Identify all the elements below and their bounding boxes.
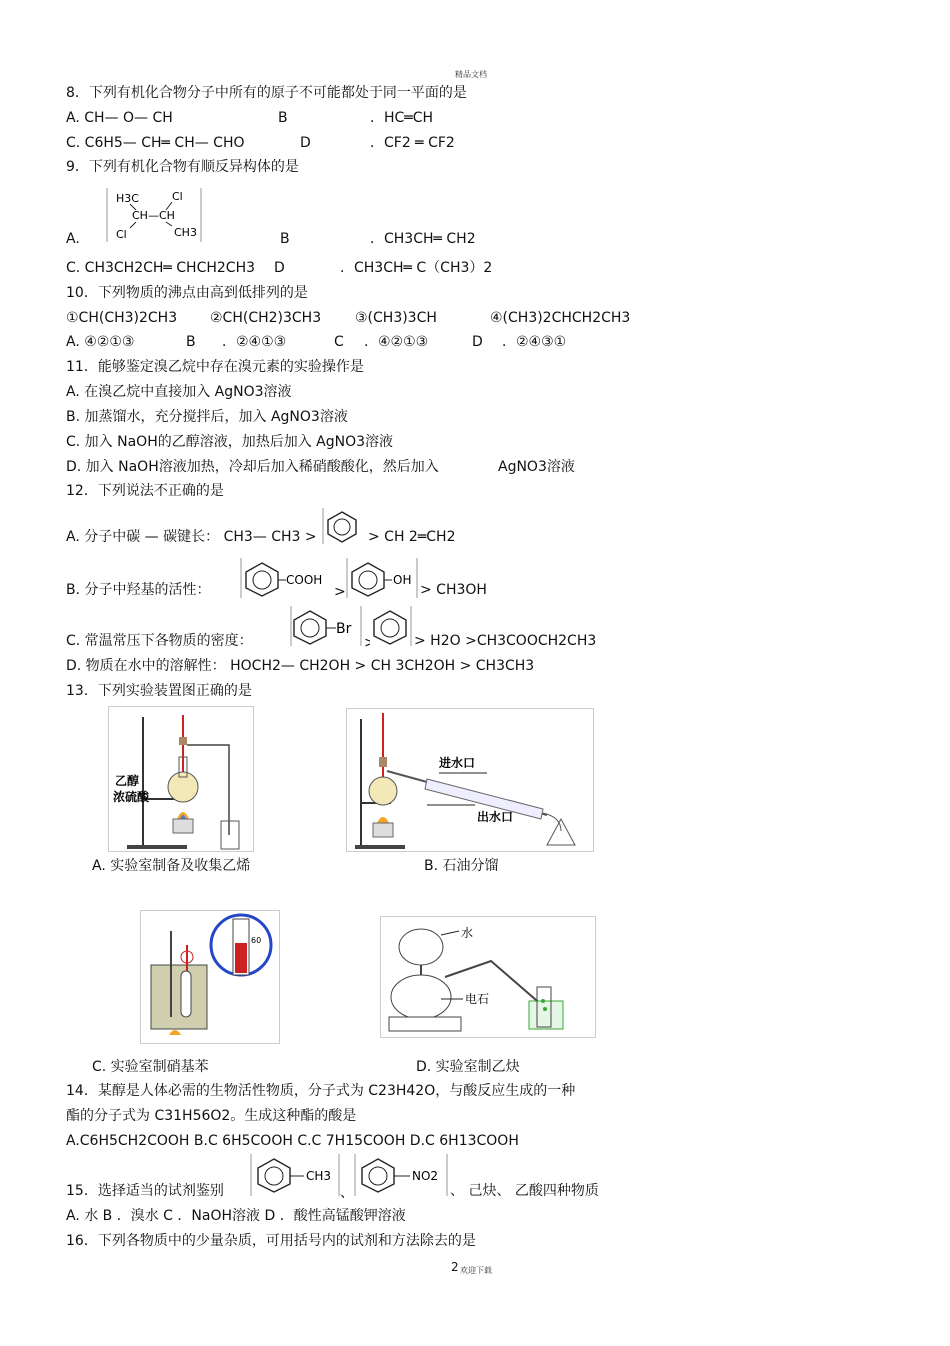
q8-option-d-letter: D — [300, 135, 311, 151]
apparatus-d-water: 水 — [461, 926, 474, 940]
q9-option-b: ．CH3CH═ CH2 — [370, 231, 476, 247]
apparatus-b-image — [346, 708, 594, 852]
q12-option-b: B. 分子中羟基的活性： — [66, 582, 211, 598]
benzene-ring-image — [322, 508, 362, 544]
q15-rest: 、 己炔、 乙酸四种物质 — [450, 1183, 599, 1199]
q11-option-d: D. 加入 NaOH溶液加热，冷却后加入稀硝酸酸化，然后加入 — [66, 459, 439, 475]
page-header: 精品文档 — [455, 70, 487, 79]
q12-option-c-gt: > — [364, 635, 376, 651]
q10-item-3: ③(CH3)3CH — [355, 310, 437, 326]
q13-caption-d: D. 实验室制乙炔 — [416, 1059, 520, 1075]
q9-option-c: C. CH3CH2CH═ CHCH2CH3 — [66, 260, 255, 276]
toluene-image — [250, 1154, 340, 1196]
question-9: 9．下列有机化合物有顺反异构体的是 — [66, 159, 299, 175]
nitrobenzene-image — [354, 1154, 448, 1196]
question-15: 15．选择适当的试剂鉴别 — [66, 1183, 224, 1199]
q10-option-a: A. ④②①③ — [66, 334, 135, 350]
q9-option-d-letter: D — [274, 260, 285, 276]
q10-option-b: ．②④①③ — [222, 334, 287, 350]
q9-option-b-letter: B — [280, 231, 290, 247]
q9-option-a: A. — [66, 231, 80, 247]
q8-option-b-letter: B — [278, 110, 288, 126]
question-10: 10．下列物质的沸点由高到低排列的是 — [66, 285, 308, 301]
q13-caption-b: B. 石油分馏 — [424, 858, 499, 874]
q9-ch-ch: CH—CH — [132, 209, 175, 222]
apparatus-d-carbide: 电石 — [465, 992, 490, 1006]
q10-option-d-letter: D — [472, 334, 483, 350]
apparatus-c-scale: 60 — [251, 936, 262, 945]
q11-option-b: B. 加蒸馏水，充分搅拌后，加入 AgNO3溶液 — [66, 409, 348, 425]
apparatus-a-acid: 浓硫酸 — [113, 790, 150, 804]
oh-label: OH — [393, 573, 412, 587]
q10-option-c-letter: C — [334, 334, 344, 350]
question-16: 16．下列各物质中的少量杂质，可用括号内的试剂和方法除去的是 — [66, 1233, 476, 1249]
bromobenzene-image — [290, 606, 362, 646]
q12-option-b-gt: > — [334, 584, 346, 600]
q8-option-b: ．HC═CH — [370, 110, 434, 126]
q12-option-d: D. 物质在水中的溶解性： HOCH2— CH2OH > CH 3CH2OH > CH3CH3 — [66, 658, 535, 674]
q9-option-d: ．CH3CH═ C（CH3）2 — [340, 260, 493, 276]
question-8: 8．下列有机化合物分子中所有的原子不可能都处于同一平面的是 — [66, 85, 467, 101]
q12-option-b-end: > CH3OH — [420, 582, 487, 598]
page-number: 2 — [451, 1260, 459, 1274]
phenol-image — [346, 558, 418, 598]
question-12: 12．下列说法不正确的是 — [66, 483, 224, 499]
q9-structure-image — [106, 186, 202, 244]
page-footer-text: 欢迎下载 — [460, 1266, 492, 1275]
apparatus-c-image — [140, 910, 280, 1044]
q8-option-d: ．CF2 ═ CF2 — [370, 135, 455, 151]
q15-separator: 、 — [340, 1185, 354, 1201]
q13-caption-a: A. 实验室制备及收集乙烯 — [92, 858, 251, 874]
q9-cl-bottom: Cl — [116, 228, 127, 241]
benzoic-acid-image — [240, 558, 330, 598]
q12-option-a: A. 分子中碳 — 碳键长： CH3— CH3 > — [66, 529, 317, 545]
q14-options: A.C6H5CH2COOH B.C 6H5COOH C.C 7H15COOH D.C 6H13COOH — [66, 1133, 519, 1149]
question-14: 14．某醇是人体必需的生物活性物质，分子式为 C23H42O，与酸反应生成的一种 — [66, 1083, 576, 1099]
q9-ch3: CH3 — [174, 226, 197, 239]
no2-label: NO2 — [412, 1169, 439, 1183]
q10-option-d: ．②④③① — [502, 334, 567, 350]
q11-option-c: C. 加入 NaOH的乙醇溶液，加热后加入 AgNO3溶液 — [66, 434, 394, 450]
q10-item-4: ④(CH3)2CHCH2CH3 — [490, 310, 631, 326]
q15-options: A. 水 B ．溴水 C ．NaOH溶液 D ．酸性高锰酸钾溶液 — [66, 1208, 406, 1224]
q10-item-2: ②CH(CH2)3CH3 — [210, 310, 322, 326]
q9-h3c: H3C — [116, 192, 139, 205]
question-13: 13．下列实验装置图正确的是 — [66, 683, 252, 699]
q12-option-a-end: > CH 2═CH2 — [368, 529, 456, 545]
apparatus-b-inlet: 进水口 — [439, 756, 476, 770]
apparatus-a-ethanol: 乙醇 — [115, 774, 140, 788]
q8-option-c: C. C6H5— CH═ CH— CHO — [66, 135, 245, 151]
q12-option-c: C. 常温常压下各物质的密度： — [66, 633, 253, 649]
q11-option-d-end: AgNO3溶液 — [498, 459, 575, 475]
q9-cl-top: Cl — [172, 190, 183, 203]
q8-option-a: A. CH— O— CH — [66, 110, 173, 126]
benzene-image-2 — [370, 606, 412, 646]
q10-item-1: ①CH(CH3)2CH3 — [66, 310, 178, 326]
br-label: Br — [336, 621, 352, 637]
ch3-label: CH3 — [306, 1169, 332, 1183]
cooh-label: COOH — [286, 573, 323, 587]
question-11: 11．能够鉴定溴乙烷中存在溴元素的实验操作是 — [66, 359, 364, 375]
q13-caption-c: C. 实验室制硝基苯 — [92, 1059, 209, 1075]
q11-option-a: A. 在溴乙烷中直接加入 AgNO3溶液 — [66, 384, 292, 400]
apparatus-b-outlet: 出水口 — [477, 810, 514, 824]
q10-option-c: ．④②①③ — [364, 334, 429, 350]
q10-option-b-letter: B — [186, 334, 196, 350]
apparatus-d-image — [380, 916, 596, 1038]
q12-option-c-end: > H2O >CH3COOCH2CH3 — [414, 633, 597, 649]
apparatus-a-image — [108, 706, 254, 852]
question-14-cont: 酯的分子式为 C31H56O2。生成这种酯的酸是 — [66, 1108, 357, 1124]
